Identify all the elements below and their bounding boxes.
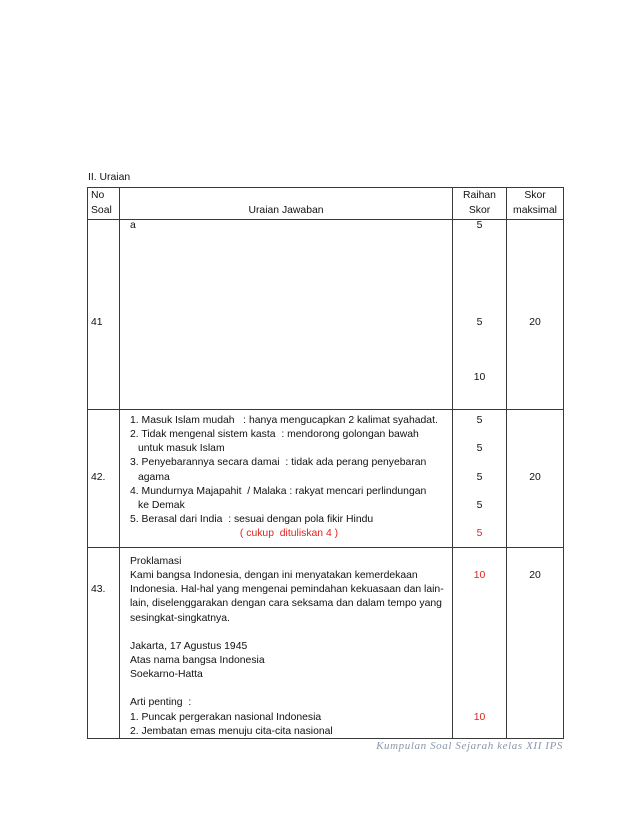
answer-cell bbox=[120, 410, 453, 547]
text-line: Jakarta, 17 Agustus 1945 bbox=[130, 640, 248, 652]
earned-score-cell bbox=[453, 220, 507, 409]
answer-text bbox=[130, 555, 448, 739]
header-no-soal-cell bbox=[88, 188, 120, 219]
text-line: Arti penting : bbox=[130, 697, 192, 709]
earned-score-cell bbox=[453, 410, 507, 547]
question-number-cell bbox=[88, 410, 120, 547]
question-number: 41 bbox=[91, 317, 103, 328]
proclamation-text bbox=[130, 555, 448, 626]
question-number: 43. bbox=[91, 584, 106, 596]
table-row-42 bbox=[88, 410, 563, 548]
header-no-label: No bbox=[91, 190, 105, 201]
earned-score: 10 bbox=[473, 570, 486, 582]
text-line: sesingkat-singkatnya. bbox=[130, 612, 230, 624]
earned-score: 5 bbox=[476, 415, 483, 426]
answer-line: a bbox=[130, 220, 136, 231]
max-score: 20 bbox=[529, 317, 541, 328]
earned-score: 5 bbox=[476, 443, 483, 455]
earned-score: 10 bbox=[473, 372, 486, 383]
answer-item-continued: agama bbox=[138, 471, 170, 483]
section-title: II. Uraian bbox=[88, 172, 131, 183]
answer-cell bbox=[120, 548, 453, 738]
question-number-cell bbox=[88, 220, 120, 409]
earned-score-list bbox=[453, 414, 506, 555]
header-uraian-label: Uraian Jawaban bbox=[248, 204, 324, 216]
header-maksimal-label: maksimal bbox=[513, 204, 557, 216]
answer-item: 1. Masuk Islam mudah : hanya mengucapkan 2 kalimat syahadat. bbox=[130, 415, 438, 426]
text-line: Atas nama bangsa Indonesia bbox=[130, 654, 265, 666]
text-line: Soekarno-Hatta bbox=[130, 669, 203, 681]
earned-score: 5 bbox=[476, 220, 483, 231]
answer-note: ( cukup dituliskan 4 ) bbox=[239, 528, 339, 540]
question-number: 42. bbox=[91, 471, 106, 483]
header-max-score-text bbox=[507, 189, 563, 218]
max-score-cell bbox=[507, 548, 563, 738]
answer-item: 5. Berasal dari India : sesuai dengan pola fikir Hindu bbox=[130, 513, 374, 525]
table-row-43 bbox=[88, 548, 563, 738]
earned-score-cell bbox=[453, 548, 507, 738]
earned-score: 5 bbox=[476, 528, 483, 540]
question-number-cell bbox=[88, 548, 120, 738]
text-line: 1. Puncak pergerakan nasional Indonesia bbox=[130, 711, 322, 723]
max-score-cell bbox=[507, 410, 563, 547]
earned-score: 10 bbox=[473, 711, 486, 723]
header-raihan-text bbox=[453, 189, 506, 218]
answer-item-continued: ke Demak bbox=[138, 499, 185, 511]
table-row-41 bbox=[88, 220, 563, 410]
text-line: Proklamasi bbox=[130, 556, 182, 567]
proclamation-signature bbox=[130, 640, 448, 682]
answer-item-continued: untuk masuk Islam bbox=[138, 443, 225, 455]
header-no-soal-text bbox=[91, 189, 119, 218]
essay-answer-table bbox=[87, 187, 564, 739]
earned-score: 5 bbox=[476, 471, 483, 483]
text-line: Indonesia. Hal-hal yang mengenai pemindahan kekuasaan dan lain- bbox=[130, 584, 444, 596]
earned-score: 5 bbox=[476, 499, 483, 511]
significance-list bbox=[130, 696, 448, 738]
header-raihan-skor-label: Skor bbox=[468, 204, 491, 216]
table-header-row bbox=[88, 188, 563, 220]
answer-list bbox=[130, 414, 448, 541]
page-footer: Kumpulan Soal Sejarah kelas XII IPS bbox=[376, 740, 563, 752]
header-uraian-cell bbox=[120, 188, 453, 219]
text-line: Kami bangsa Indonesia, dengan ini menyatakan kemerdekaan bbox=[130, 570, 418, 582]
earned-score: 5 bbox=[476, 317, 483, 328]
max-score: 20 bbox=[529, 471, 541, 483]
answer-item: 4. Mundurnya Majapahit / Malaka : rakyat mencari perlindungan bbox=[130, 485, 427, 497]
header-soal-label: Soal bbox=[91, 204, 112, 216]
max-score-cell bbox=[507, 220, 563, 409]
text-line: lain, diselenggarakan dengan cara seksama dan dalam tempo yang bbox=[130, 598, 442, 610]
header-raihan-cell bbox=[453, 188, 507, 219]
answer-cell bbox=[120, 220, 453, 409]
header-raihan-label: Raihan bbox=[463, 190, 496, 201]
answer-item: 2. Tidak mengenal sistem kasta : mendorong golongan bawah bbox=[130, 429, 419, 441]
max-score: 20 bbox=[529, 570, 541, 582]
header-max-score-cell bbox=[507, 188, 563, 219]
text-line: 2. Jembatan emas menuju cita-cita nasional bbox=[130, 725, 333, 737]
answer-item: 3. Penyebarannya secara damai : tidak ada perang penyebaran bbox=[130, 457, 427, 469]
header-skor-label: Skor bbox=[524, 190, 546, 201]
